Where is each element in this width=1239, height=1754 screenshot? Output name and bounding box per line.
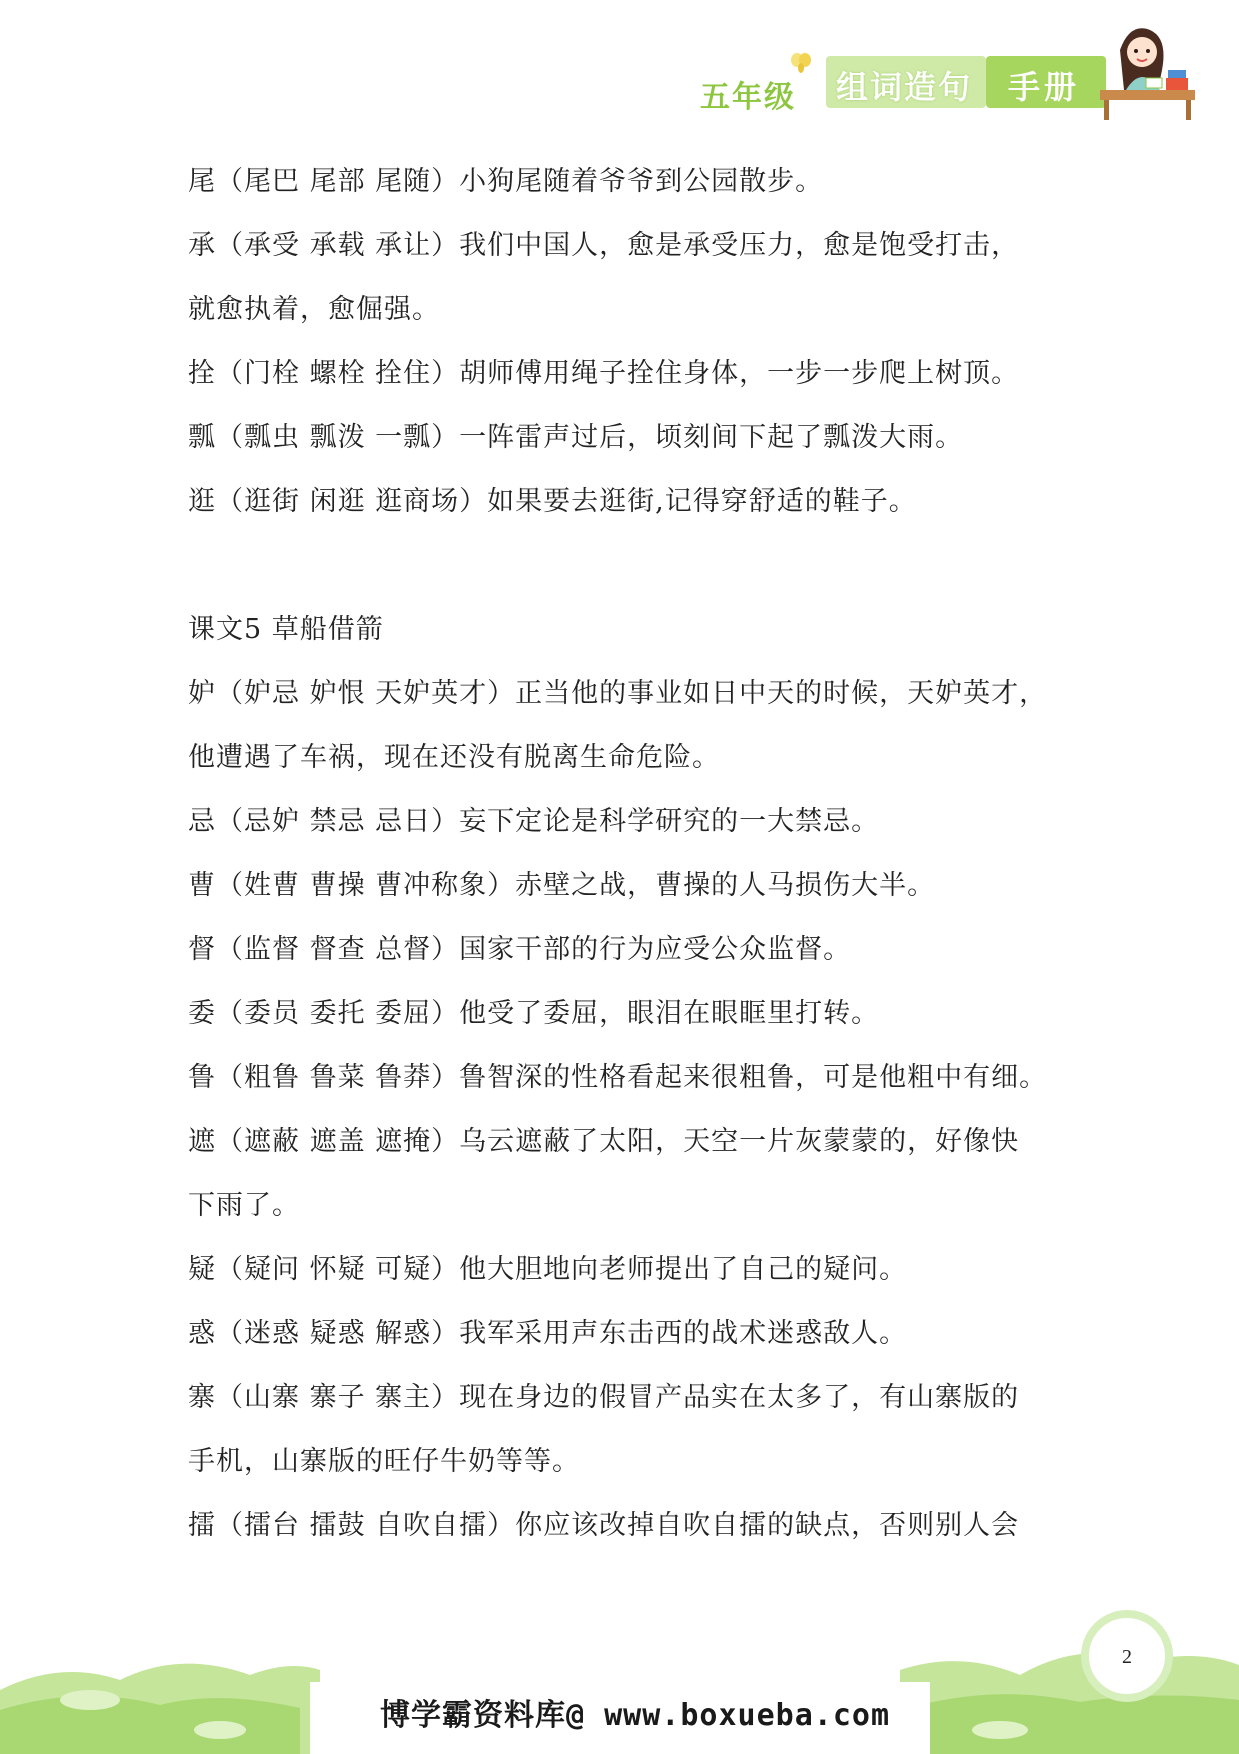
text-line: 擂（擂台 擂鼓 自吹自擂）你应该改掉自吹自擂的缺点，否则别人会 [188, 1510, 1020, 1541]
section-heading: 课文5 草船借箭 [188, 614, 384, 645]
butterfly-icon [790, 52, 812, 74]
text-line: 督（监督 督查 总督）国家干部的行为应受公众监督。 [188, 934, 852, 965]
footer-watermark: 博学霸资料库@ www.boxueba.com [380, 1698, 891, 1733]
text-line: 尾（尾巴 尾部 尾随）小狗尾随着爷爷到公园散步。 [188, 166, 824, 197]
handbook-label: 手册 [1008, 68, 1081, 106]
text-line: 瓢（瓢虫 瓢泼 一瓢）一阵雷声过后，顷刻间下起了瓢泼大雨。 [188, 422, 964, 453]
grade-label: 五年级 [700, 80, 796, 115]
text-line: 妒（妒忌 妒恨 天妒英才）正当他的事业如日中天的时候，天妒英才， [188, 678, 1048, 709]
text-line: 承（承受 承载 承让）我们中国人，愈是承受压力，愈是饱受打击， [188, 230, 1020, 261]
text-line: 下雨了。 [188, 1190, 300, 1221]
section-spacer [188, 534, 1068, 598]
text-line: 惑（迷惑 疑惑 解惑）我军采用声东击西的战术迷惑敌人。 [188, 1318, 908, 1349]
text-line: 疑（疑问 怀疑 可疑）他大胆地向老师提出了自己的疑问。 [188, 1254, 908, 1285]
book-title: 组词造句 [836, 68, 973, 106]
text-line: 曹（姓曹 曹操 曹冲称象）赤壁之战，曹操的人马损伤大半。 [188, 870, 936, 901]
text-line: 拴（门栓 螺栓 拴住）胡师傅用绳子拴住身体，一步一步爬上树顶。 [188, 358, 1020, 389]
text-line: 寨（山寨 寨子 寨主）现在身边的假冒产品实在太多了，有山寨版的 [188, 1382, 1020, 1413]
document-body [188, 150, 1068, 1558]
text-line: 委（委员 委托 委屈）他受了委屈，眼泪在眼眶里打转。 [188, 998, 880, 1029]
page-header [0, 0, 1239, 140]
girl-illustration-icon [1090, 20, 1200, 120]
text-line: 手机，山寨版的旺仔牛奶等等。 [188, 1446, 580, 1477]
text-line: 他遭遇了车祸，现在还没有脱离生命危险。 [188, 742, 720, 773]
text-line: 就愈执着，愈倔强。 [188, 294, 440, 325]
text-line: 鲁（粗鲁 鲁菜 鲁莽）鲁智深的性格看起来很粗鲁，可是他粗中有细。 [188, 1062, 1048, 1093]
page-number: 2 [1122, 1646, 1132, 1668]
text-line: 逛（逛街 闲逛 逛商场）如果要去逛街,记得穿舒适的鞋子。 [188, 486, 917, 517]
text-line: 遮（遮蔽 遮盖 遮掩）乌云遮蔽了太阳，天空一片灰蒙蒙的，好像快 [188, 1126, 1020, 1157]
text-line: 忌（忌妒 禁忌 忌日）妄下定论是科学研究的一大禁忌。 [188, 806, 880, 837]
